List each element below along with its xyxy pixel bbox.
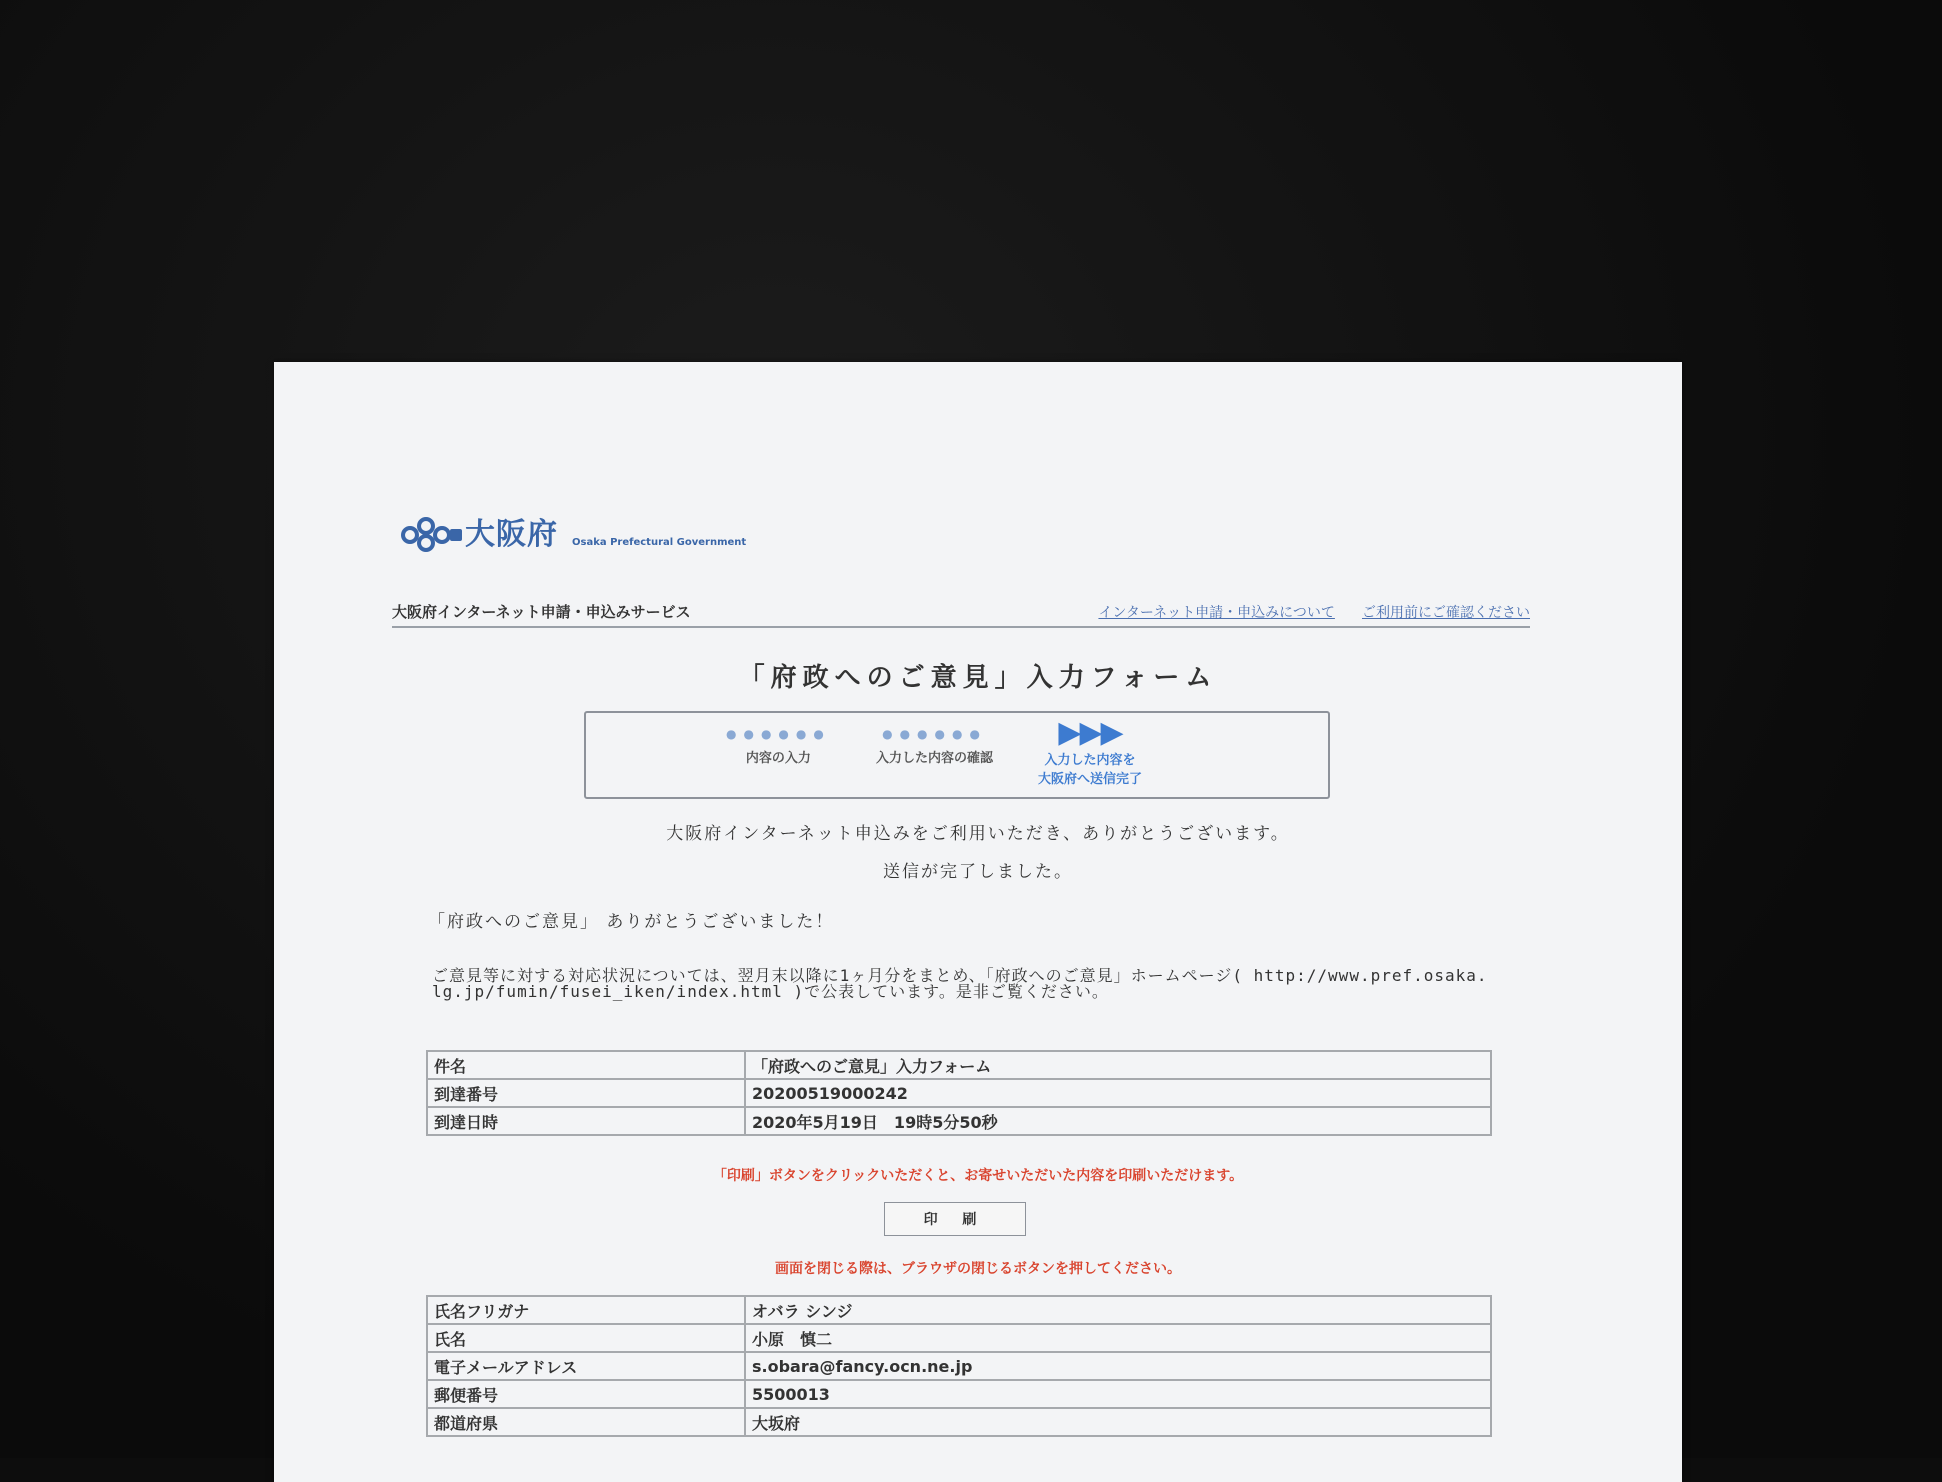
table-row — [427, 1380, 1491, 1408]
step-input — [726, 725, 831, 766]
page-title: 「府政へのご意見」入力フォーム — [738, 663, 1218, 693]
publication-notice: ご意見等に対する対応状況については、翌月末以降に1ヶ月分をまとめ、「府政へのご意見」ホームページ( http://www.pref.osaka.lg.jp/fumin/fusei_iken/index.html )で公表しています。是非ご覧ください。 — [432, 966, 1488, 1001]
printed-page — [274, 362, 1682, 1482]
summary-table — [426, 1050, 1492, 1136]
print-hint: 「印刷」ボタンをクリックいただくと、お寄せいただいた内容を印刷いただけます。 — [712, 1168, 1244, 1184]
row-key: 件名 — [427, 1051, 745, 1079]
row-key: 郵便番号 — [427, 1380, 745, 1408]
row-value: オバラ シンジ — [745, 1296, 1491, 1324]
row-value: s.obara@fancy.ocn.ne.jp — [745, 1352, 1491, 1380]
row-value: 大坂府 — [745, 1408, 1491, 1436]
row-key: 都道府県 — [427, 1408, 745, 1436]
progress-steps — [584, 711, 1330, 799]
close-hint: 画面を閉じる際は、ブラウザの閉じるボタンを押してください。 — [775, 1261, 1181, 1277]
osaka-emblem-icon — [401, 514, 463, 552]
thanks-opinion-message: 「府政へのご意見」 ありがとうございました！ — [428, 912, 835, 932]
row-value: 5500013 — [745, 1380, 1491, 1408]
step-label: 入力した内容の確認 — [876, 751, 994, 766]
triple-arrow-icon: ▶▶▶ — [1058, 715, 1122, 750]
sent-complete-message: 送信が完了しました。 — [883, 862, 1073, 882]
row-value: 20200519000242 — [745, 1079, 1491, 1107]
row-key: 氏名フリガナ — [427, 1296, 745, 1324]
table-row — [427, 1408, 1491, 1436]
osaka-logo — [401, 514, 746, 552]
about-internet-application-link[interactable]: インターネット申請・申込みについて — [1098, 605, 1335, 621]
step-sent-complete — [1038, 715, 1143, 787]
row-key: 到達日時 — [427, 1107, 745, 1135]
table-row — [427, 1107, 1491, 1135]
step-dots-icon: ●●●●●● — [726, 727, 831, 741]
service-name: 大阪府インターネット申請・申込みサービス — [392, 603, 691, 621]
row-key: 電子メールアドレス — [427, 1352, 745, 1380]
row-value: 「府政へのご意見」入力フォーム — [745, 1051, 1491, 1079]
detail-table — [426, 1295, 1492, 1437]
logo-text: 大阪府 — [465, 517, 558, 552]
step-label-line2: 大阪府へ送信完了 — [1038, 772, 1143, 787]
step-label: 内容の入力 — [745, 751, 811, 766]
table-row — [427, 1352, 1491, 1380]
row-value: 2020年5月19日 19時5分50秒 — [745, 1107, 1491, 1135]
step-label-line1: 入力した内容を — [1044, 753, 1136, 768]
step-dots-icon: ●●●●●● — [882, 727, 987, 741]
service-header — [392, 598, 1530, 628]
row-value: 小原 慎二 — [745, 1324, 1491, 1352]
row-key: 氏名 — [427, 1324, 745, 1352]
thank-you-message: 大阪府インターネット申込みをご利用いただき、ありがとうございます。 — [666, 824, 1290, 844]
step-confirm — [876, 725, 993, 766]
table-row — [427, 1051, 1491, 1079]
read-before-use-link[interactable]: ご利用前にご確認ください — [1362, 605, 1530, 621]
table-row — [427, 1079, 1491, 1107]
row-key: 到達番号 — [427, 1079, 745, 1107]
table-row — [427, 1296, 1491, 1324]
header-links — [1076, 602, 1530, 622]
print-button[interactable]: 印 刷 — [884, 1202, 1026, 1236]
logo-subtitle: Osaka Prefectural Government — [572, 537, 747, 548]
table-row — [427, 1324, 1491, 1352]
